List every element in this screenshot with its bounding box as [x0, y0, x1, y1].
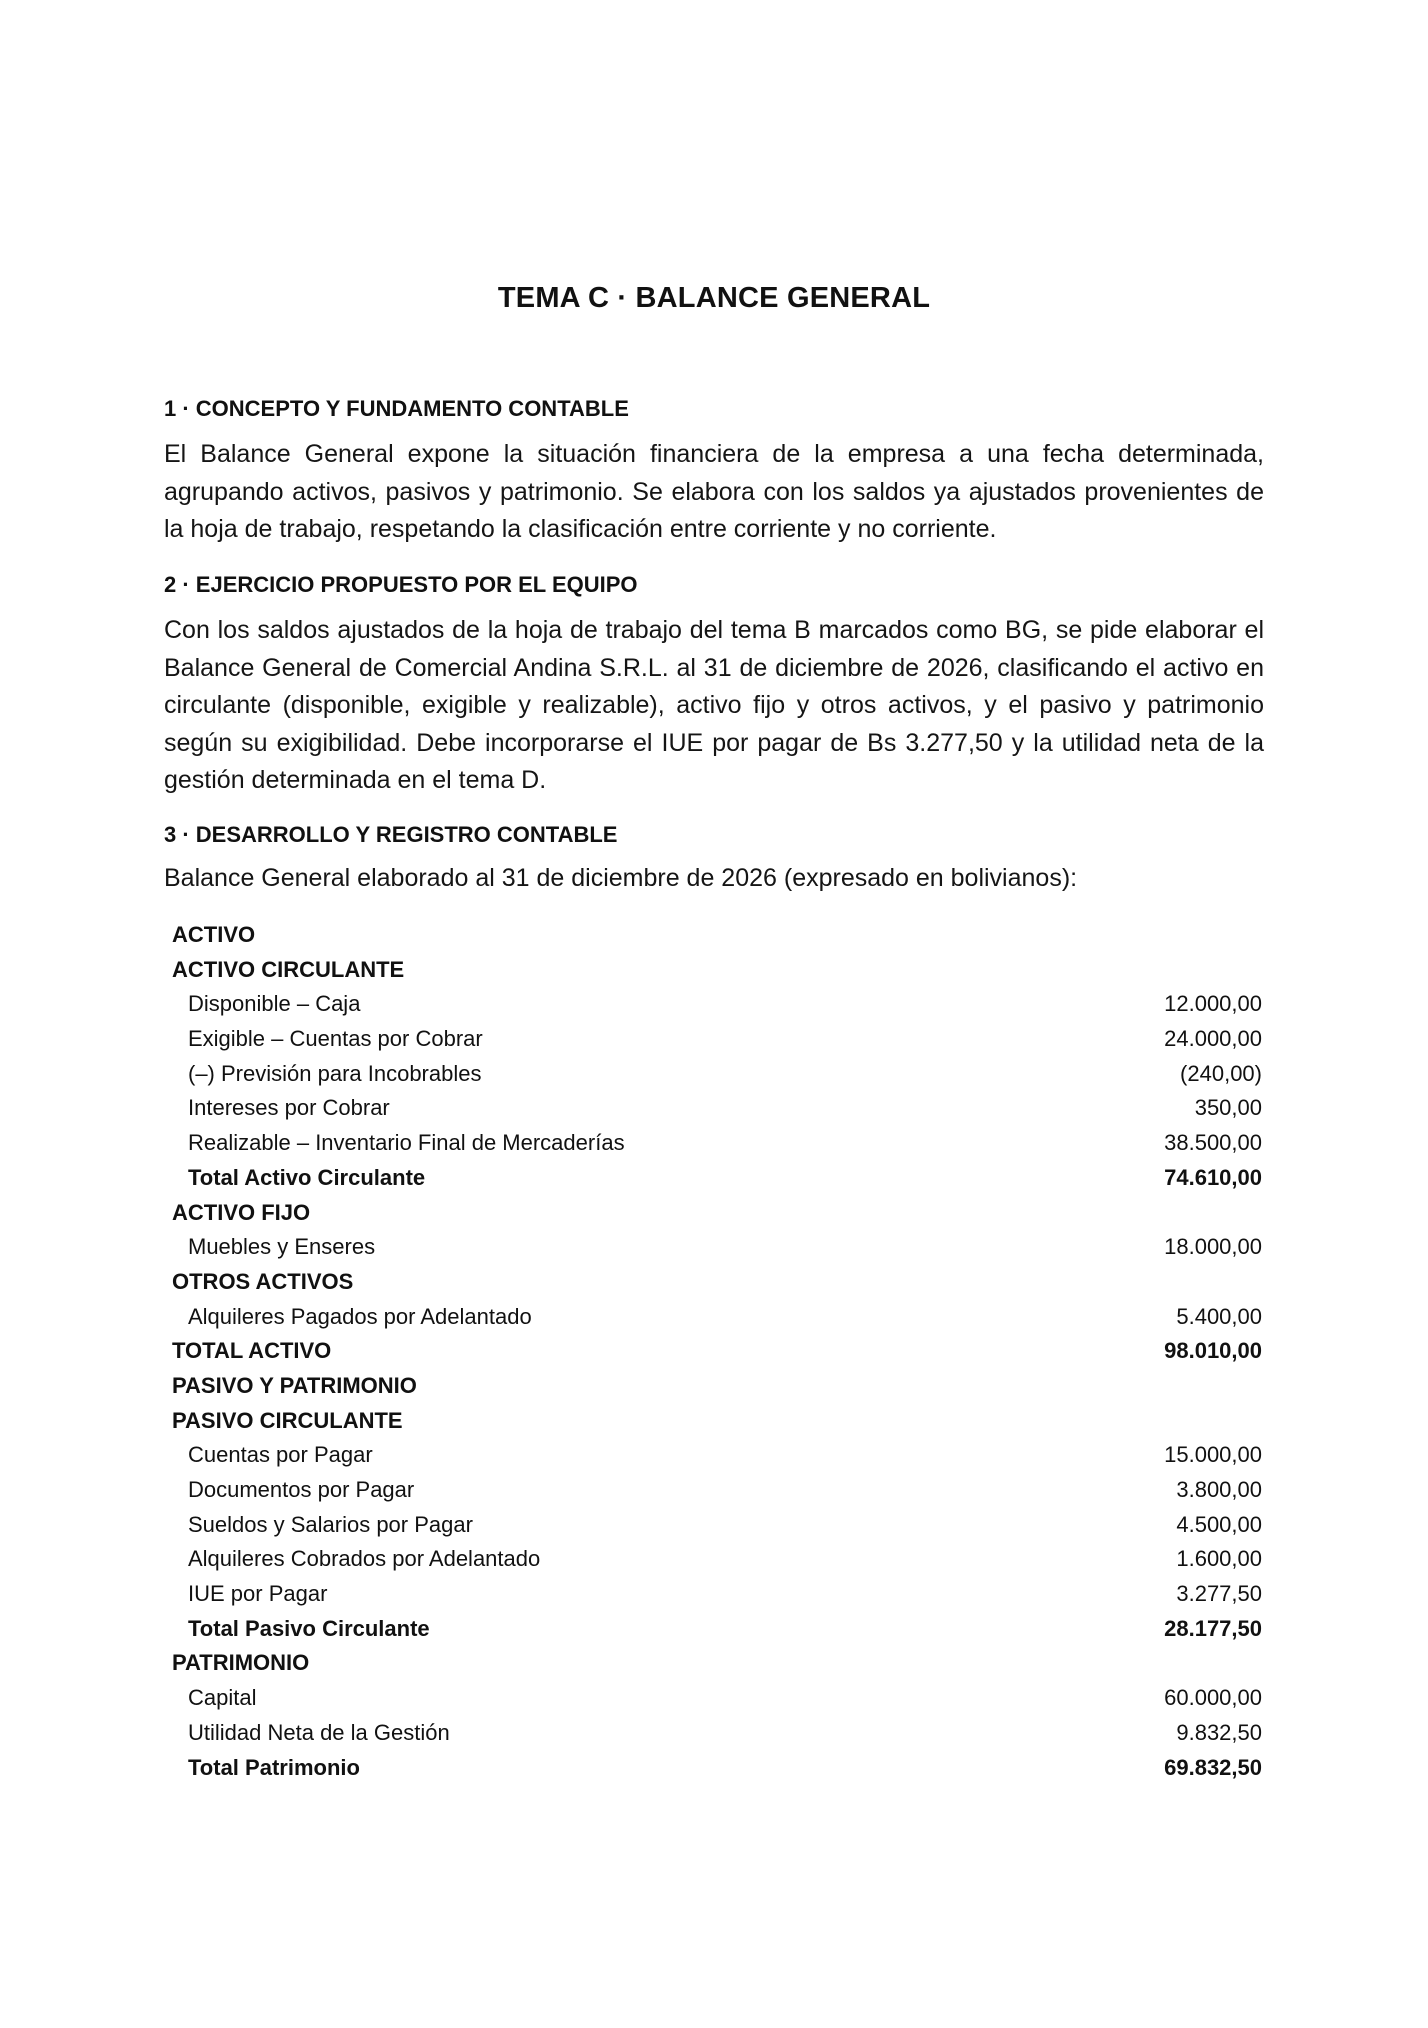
balance-row-label: TOTAL ACTIVO — [172, 1338, 332, 1364]
balance-row-item — [172, 1681, 1262, 1716]
balance-sheet-table — [172, 918, 1262, 1785]
balance-row-header — [172, 1265, 1262, 1300]
balance-row-amount: 60.000,00 — [1164, 1685, 1262, 1711]
balance-row-amount: 24.000,00 — [1164, 1026, 1262, 1052]
balance-row-total — [172, 1161, 1262, 1196]
balance-row-item — [172, 1230, 1262, 1265]
balance-row-label: PATRIMONIO — [172, 1650, 310, 1676]
balance-row-amount: 4.500,00 — [1176, 1511, 1262, 1537]
balance-row-amount: 28.177,50 — [1164, 1615, 1262, 1641]
balance-row-label: Muebles y Enseres — [188, 1234, 376, 1260]
balance-row-amount: 38.500,00 — [1164, 1130, 1262, 1156]
balance-row-item — [172, 1126, 1262, 1161]
balance-row-item — [172, 1022, 1262, 1057]
balance-row-label: Capital — [188, 1685, 257, 1711]
balance-row-label: Cuentas por Pagar — [188, 1442, 373, 1468]
balance-row-amount: 98.010,00 — [1164, 1338, 1262, 1364]
balance-row-label: ACTIVO — [172, 922, 256, 947]
balance-row-header — [172, 953, 1262, 988]
balance-row-label: PASIVO CIRCULANTE — [172, 1407, 403, 1433]
balance-row-item — [172, 1577, 1262, 1612]
balance-row-amount: 3.800,00 — [1176, 1477, 1262, 1502]
balance-row-item — [172, 1300, 1262, 1335]
balance-row-amount: 350,00 — [1194, 1095, 1262, 1121]
section-paragraph-desarrollo: Balance General elaborado al 31 de diciembre de 2026 (expresado en bolivianos): — [164, 864, 1078, 892]
balance-row-amount: 15.000,00 — [1164, 1442, 1262, 1468]
balance-row-item — [172, 1057, 1262, 1092]
balance-row-total — [172, 1751, 1262, 1786]
balance-row-amount: 18.000,00 — [1164, 1234, 1262, 1260]
balance-row-label: Sueldos y Salarios por Pagar — [188, 1511, 473, 1537]
section-heading-concepto: 1 · CONCEPTO Y FUNDAMENTO CONTABLE — [164, 396, 629, 421]
balance-row-header — [172, 1196, 1262, 1231]
balance-row-item — [172, 1091, 1262, 1126]
balance-row-label: Realizable – Inventario Final de Mercaderías — [188, 1130, 625, 1156]
balance-row-item — [172, 1542, 1262, 1577]
section-heading-ejercicio: 2 · EJERCICIO PROPUESTO POR EL EQUIPO — [164, 572, 638, 597]
balance-row-amount: 1.600,00 — [1176, 1546, 1262, 1572]
balance-row-label: IUE por Pagar — [188, 1581, 328, 1607]
balance-row-label: Utilidad Neta de la Gestión — [188, 1719, 450, 1745]
balance-row-amount: 69.832,50 — [1164, 1754, 1262, 1780]
balance-row-grand — [172, 1334, 1262, 1369]
balance-row-label: Total Patrimonio — [188, 1754, 360, 1780]
balance-row-item — [172, 987, 1262, 1022]
balance-row-label: Total Activo Circulante — [188, 1164, 426, 1190]
balance-row-label: Total Pasivo Circulante — [188, 1615, 430, 1641]
balance-row-amount: 9.832,50 — [1176, 1719, 1262, 1745]
balance-row-label: Documentos por Pagar — [188, 1477, 415, 1502]
balance-row-label: Alquileres Cobrados por Adelantado — [188, 1546, 541, 1572]
balance-row-label: OTROS ACTIVOS — [172, 1268, 354, 1294]
balance-row-item — [172, 1508, 1262, 1543]
balance-row-item — [172, 1438, 1262, 1473]
balance-row-amount: 3.277,50 — [1176, 1581, 1262, 1607]
balance-row-item — [172, 1716, 1262, 1751]
balance-row-label: Disponible – Caja — [188, 991, 361, 1017]
balance-row-amount: 12.000,00 — [1164, 991, 1262, 1017]
balance-row-amount: 5.400,00 — [1176, 1303, 1262, 1329]
balance-row-header — [172, 1646, 1262, 1681]
balance-row-label: ACTIVO CIRCULANTE — [172, 956, 405, 982]
section-paragraph-concepto: El Balance General expone la situación financiera de la empresa a una fecha determinada, agrupando activos, pasivos y patrimonio. Se elabora con los saldos ya ajustados provenientes de la hoja de trabajo, respetando la clasificación entre corriente y no corriente. — [164, 440, 1264, 543]
balance-row-header — [172, 1369, 1262, 1404]
balance-row-total — [172, 1612, 1262, 1647]
balance-row-amount: 74.610,00 — [1164, 1164, 1262, 1190]
balance-row-label: ACTIVO FIJO — [172, 1199, 311, 1225]
balance-row-header — [172, 918, 1262, 953]
balance-row-item — [172, 1473, 1262, 1508]
document-title: TEMA C · BALANCE GENERAL — [497, 282, 931, 314]
section-paragraph-ejercicio: Con los saldos ajustados de la hoja de trabajo del tema B marcados como BG, se pide elaborar el Balance General de Comercial Andina S.R.L. al 31 de diciembre de 2026, clasificando el activo en circulante (disponible, exigible y realizable), activo fijo y otros activos, y el pasivo y patrimonio según su exigibilidad. Debe incorporarse el IUE por pagar de Bs 3.277,50 y la utilidad neta de la gestión determinada en el tema D. — [164, 616, 1264, 794]
balance-row-label: Alquileres Pagados por Adelantado — [188, 1303, 532, 1329]
balance-row-label: (–) Previsión para Incobrables — [188, 1060, 482, 1086]
balance-row-label: Intereses por Cobrar — [188, 1095, 390, 1121]
section-heading-desarrollo: 3 · DESARROLLO Y REGISTRO CONTABLE — [164, 822, 618, 847]
balance-row-label: PASIVO Y PATRIMONIO — [172, 1372, 417, 1398]
balance-row-label: Exigible – Cuentas por Cobrar — [188, 1026, 483, 1052]
balance-row-header — [172, 1404, 1262, 1439]
balance-row-amount: (240,00) — [1180, 1060, 1262, 1086]
